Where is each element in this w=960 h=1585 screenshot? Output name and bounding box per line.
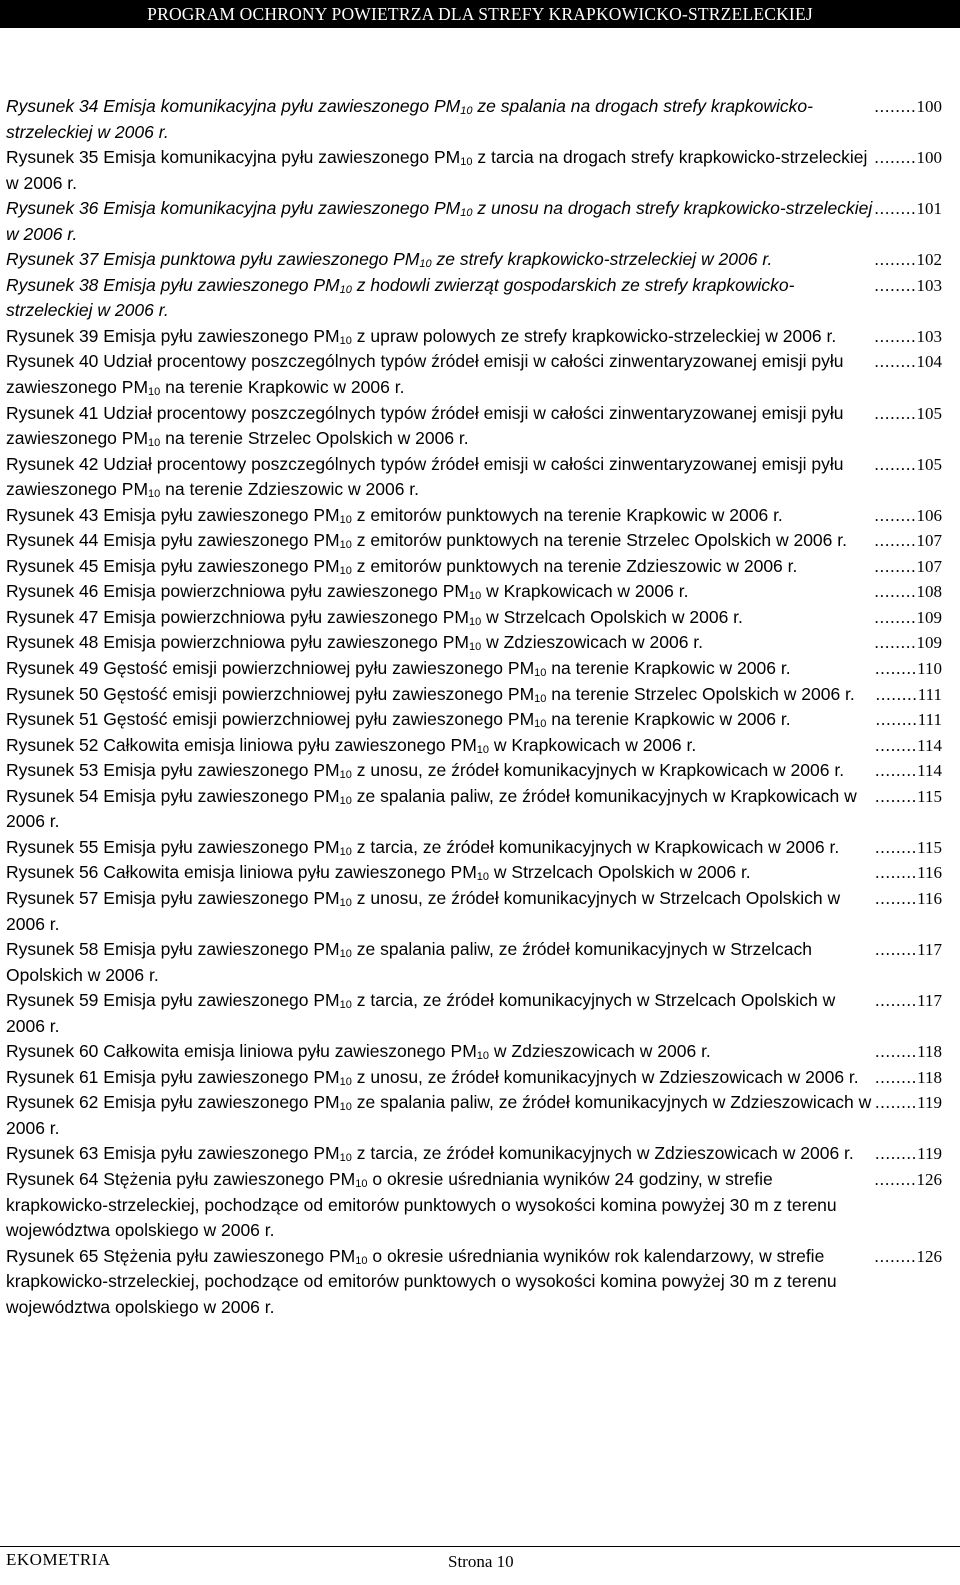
toc-entry[interactable] [6, 937, 942, 988]
toc-page-number: ........101 [875, 196, 943, 222]
toc-page-number: ........116 [875, 860, 942, 886]
toc-page-number: ........107 [875, 554, 943, 580]
toc-page-number: ........126 [875, 1244, 943, 1270]
toc-page-number: ........109 [875, 630, 943, 656]
toc-entry[interactable] [6, 554, 942, 580]
toc-page-number: ........103 [875, 273, 943, 299]
toc-entry-title: Rysunek 52 Całkowita emisja liniowa pyłu zawieszonego $PM_{10}$ w Krapkowicach w 2006 r. [6, 734, 697, 756]
toc-entry-title: Rysunek 38 Emisja pyłu zawieszonego $PM_{10}$ z hodowli zwierząt gospodarskich ze strefy krapkowicko-strzeleckiej w 2006 r. [6, 274, 795, 321]
toc-entry[interactable] [6, 1141, 942, 1167]
toc-page-number: ........114 [875, 733, 942, 759]
toc-page-number: ........119 [875, 1090, 942, 1116]
header-title: PROGRAM OCHRONY POWIETRZA DLA STREFY KRAPKOWICKO-STRZELECKIEJ [147, 4, 813, 24]
toc-entry-title: Rysunek 63 Emisja pyłu zawieszonego $PM_{10}$ z tarcia, ze źródeł komunikacyjnych w Zdzieszowicach w 2006 r. [6, 1143, 854, 1165]
toc-entry[interactable] [6, 784, 942, 835]
toc-page-number: ........115 [875, 784, 942, 810]
toc-entry[interactable] [6, 1039, 942, 1065]
footer-page-number: Strona 10 [448, 1552, 514, 1571]
toc-entry[interactable] [6, 273, 942, 324]
toc-entry[interactable] [6, 758, 942, 784]
toc-page-number: ........100 [875, 94, 943, 120]
toc-entry[interactable] [6, 605, 942, 631]
toc-page-number: ........118 [875, 1065, 942, 1091]
toc-entry-title: Rysunek 64 Stężenia pyłu zawieszonego $PM_{10}$ o okresie uśredniania wyników 24 godziny, w strefie krapkowicko-strzeleckiej, pochodzące od emitorów punktowych o wysokości komina powyżej 30 m z terenu województwa opolskiego w 2006 r. [6, 1168, 837, 1241]
toc-entry-title: Rysunek 40 Udział procentowy poszczególnych typów źródeł emisji w całości zinwentaryzowanej emisji pyłu zawieszonego $PM_{10}$ na terenie Krapkowic w 2006 r. [6, 351, 844, 399]
toc-entry-title: Rysunek 60 Całkowita emisja liniowa pyłu zawieszonego $PM_{10}$ w Zdzieszowicach w 2006 r. [6, 1041, 711, 1063]
toc-entry-title: Rysunek 56 Całkowita emisja liniowa pyłu zawieszonego $PM_{10}$ w Strzelcach Opolskich w 2006 r. [6, 862, 751, 884]
table-of-figures [6, 94, 942, 1320]
toc-page-number: ........117 [875, 937, 942, 963]
toc-entry-title: Rysunek 34 Emisja komunikacyjna pyłu zawieszonego $PM_{10}$ ze spalania na drogach strefy krapkowicko-strzeleckiej w 2006 r. [6, 96, 813, 142]
toc-entry-title: Rysunek 58 Emisja pyłu zawieszonego $PM_{10}$ ze spalania paliw, ze źródeł komunikacyjnych w Strzelcach Opolskich w 2006 r. [6, 939, 812, 985]
toc-entry[interactable] [6, 503, 942, 529]
toc-page-number: ........118 [875, 1039, 942, 1065]
toc-entry-title: Rysunek 59 Emisja pyłu zawieszonego $PM_{10}$ z tarcia, ze źródeł komunikacyjnych w Strzelcach Opolskich w 2006 r. [6, 990, 836, 1036]
toc-entry[interactable] [6, 579, 942, 605]
toc-entry[interactable] [6, 324, 942, 350]
toc-entry-title: Rysunek 57 Emisja pyłu zawieszonego $PM_{10}$ z unosu, ze źródeł komunikacyjnych w Strzelcach Opolskich w 2006 r. [6, 887, 841, 934]
toc-page-number: ........109 [875, 605, 943, 631]
toc-entry[interactable] [6, 886, 942, 937]
toc-entry[interactable] [6, 1167, 942, 1244]
toc-entry-title: Rysunek 46 Emisja powierzchniowa pyłu zawieszonego $PM_{10}$ w Krapkowicach w 2006 r. [6, 581, 689, 603]
toc-page-number: ........102 [875, 247, 943, 273]
toc-entry[interactable] [6, 835, 942, 861]
toc-page-number: ........111 [876, 707, 942, 733]
toc-page-number: ........105 [875, 452, 943, 478]
toc-entry-title: Rysunek 54 Emisja pyłu zawieszonego $PM_{10}$ ze spalania paliw, ze źródeł komunikacyjnych w Krapkowicach w 2006 r. [6, 785, 857, 832]
toc-entry-title: Rysunek 47 Emisja powierzchniowa pyłu zawieszonego $PM_{10}$ w Strzelcach Opolskich w 2006 r. [6, 606, 743, 628]
toc-entry-title: Rysunek 49 Gęstość emisji powierzchniowej pyłu zawieszonego $PM_{10}$ na terenie Krapkowic w 2006 r. [6, 658, 791, 680]
toc-entry[interactable] [6, 145, 942, 196]
toc-page-number: ........105 [875, 401, 943, 427]
toc-entry-title: Rysunek 62 Emisja pyłu zawieszonego $PM_{10}$ ze spalania paliw, ze źródeł komunikacyjnych w Zdzieszowicach w 2006 r. [6, 1092, 872, 1138]
toc-page-number: ........116 [875, 886, 942, 912]
toc-page-number: ........126 [875, 1167, 943, 1193]
toc-page-number: ........117 [875, 988, 942, 1014]
toc-entry[interactable] [6, 94, 942, 145]
toc-entry[interactable] [6, 1065, 942, 1091]
toc-entry-title: Rysunek 51 Gęstość emisji powierzchniowej pyłu zawieszonego $PM_{10}$ na terenie Krapkowic w 2006 r. [6, 709, 791, 731]
toc-entry-title: Rysunek 48 Emisja powierzchniowa pyłu zawieszonego $PM_{10}$ w Zdzieszowicach w 2006 r. [6, 632, 704, 654]
toc-page-number: ........107 [875, 528, 943, 554]
toc-entry-title: Rysunek 36 Emisja komunikacyjna pyłu zawieszonego $PM_{10}$ z unosu na drogach strefy krapkowicko-strzeleckiej w 2006 r. [6, 198, 873, 244]
toc-entry-title: Rysunek 50 Gęstość emisji powierzchniowej pyłu zawieszonego $PM_{10}$ na terenie Strzelec Opolskich w 2006 r. [6, 683, 855, 705]
toc-entry[interactable] [6, 630, 942, 656]
toc-entry[interactable] [6, 1244, 942, 1321]
toc-entry-title: Rysunek 39 Emisja pyłu zawieszonego $PM_{10}$ z upraw polowych ze strefy krapkowicko-strzeleckiej w 2006 r. [6, 325, 837, 347]
toc-entry[interactable] [6, 349, 942, 400]
footer-divider [0, 1546, 960, 1547]
toc-entry-title: Rysunek 37 Emisja punktowa pyłu zawieszonego $PM_{10}$ ze strefy krapkowicko-strzeleckiej w 2006 r. [6, 249, 773, 271]
toc-entry[interactable] [6, 528, 942, 554]
toc-entry[interactable] [6, 682, 942, 708]
toc-entry-title: Rysunek 41 Udział procentowy poszczególnych typów źródeł emisji w całości zinwentaryzowanej emisji pyłu zawieszonego $PM_{10}$ na terenie Strzelec Opolskich w 2006 r. [6, 402, 844, 450]
toc-page-number: ........110 [875, 656, 942, 682]
toc-page-number: ........103 [875, 324, 943, 350]
toc-entry[interactable] [6, 656, 942, 682]
toc-page-number: ........114 [875, 758, 942, 784]
toc-entry-title: Rysunek 45 Emisja pyłu zawieszonego $PM_{10}$ z emitorów punktowych na terenie Zdzieszowic w 2006 r. [6, 555, 798, 577]
toc-entry-title: Rysunek 65 Stężenia pyłu zawieszonego $PM_{10}$ o okresie uśredniania wyników rok kalendarzowy, w strefie krapkowicko-strzeleckiej, pochodzące od emitorów punktowych o wysokości komina powyżej 30 m z terenu województwa opolskiego w 2006 r. [6, 1245, 837, 1317]
toc-entry[interactable] [6, 707, 942, 733]
page-header [0, 0, 960, 28]
toc-entry[interactable] [6, 247, 942, 273]
toc-entry-title: Rysunek 35 Emisja komunikacyjna pyłu zawieszonego $PM_{10}$ z tarcia na drogach strefy krapkowicko-strzeleckiej w 2006 r. [6, 147, 868, 193]
toc-entry[interactable] [6, 401, 942, 452]
toc-entry[interactable] [6, 733, 942, 759]
toc-page-number: ........106 [875, 503, 943, 529]
toc-page-number: ........100 [875, 145, 943, 171]
toc-page-number: ........119 [875, 1141, 942, 1167]
toc-entry[interactable] [6, 196, 942, 247]
toc-page-number: ........111 [876, 682, 942, 708]
toc-page-number: ........115 [875, 835, 942, 861]
footer-company: EKOMETRIA [6, 1550, 111, 1569]
toc-entry-title: Rysunek 53 Emisja pyłu zawieszonego $PM_{10}$ z unosu, ze źródeł komunikacyjnych w Krapkowicach w 2006 r. [6, 760, 845, 782]
toc-entry[interactable] [6, 860, 942, 886]
toc-entry-title: Rysunek 44 Emisja pyłu zawieszonego $PM_{10}$ z emitorów punktowych na terenie Strzelec Opolskich w 2006 r. [6, 530, 847, 552]
toc-page-number: ........108 [875, 579, 943, 605]
toc-entry[interactable] [6, 988, 942, 1039]
toc-page-number: ........104 [875, 349, 943, 375]
toc-entry[interactable] [6, 452, 942, 503]
toc-entry[interactable] [6, 1090, 942, 1141]
toc-entry-title: Rysunek 55 Emisja pyłu zawieszonego $PM_{10}$ z tarcia, ze źródeł komunikacyjnych w Krapkowicach w 2006 r. [6, 836, 840, 858]
toc-entry-title: Rysunek 43 Emisja pyłu zawieszonego $PM_{10}$ z emitorów punktowych na terenie Krapkowic w 2006 r. [6, 504, 783, 526]
toc-entry-title: Rysunek 42 Udział procentowy poszczególnych typów źródeł emisji w całości zinwentaryzowanej emisji pyłu zawieszonego $PM_{10}$ na terenie Zdzieszowic w 2006 r. [6, 453, 844, 501]
toc-entry-title: Rysunek 61 Emisja pyłu zawieszonego $PM_{10}$ z unosu, ze źródeł komunikacyjnych w Zdzieszowicach w 2006 r. [6, 1066, 859, 1088]
